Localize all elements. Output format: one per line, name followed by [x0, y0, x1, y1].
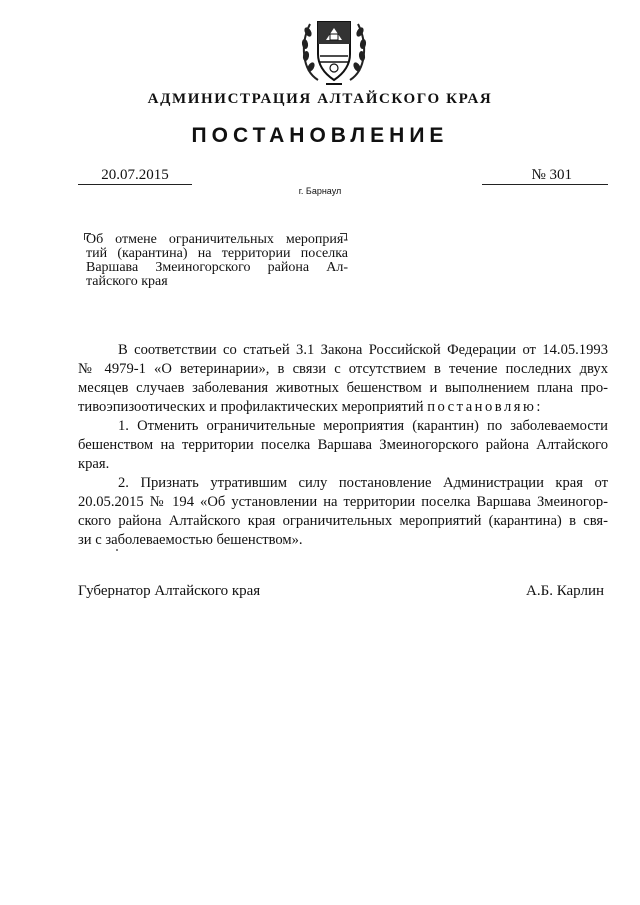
subject-line: тий (карантина) на территории поселка — [86, 246, 348, 261]
scan-speck — [116, 549, 118, 551]
signatory-name: А.Б. Карлин — [526, 583, 605, 599]
body-line: 2. Признать утратившим силу постановление Администрации края от — [118, 475, 608, 491]
subject-line: тайского края — [86, 274, 168, 289]
body-line: ского района Алтайского края ограничительных мероприятий (карантина) в свя- — [78, 513, 608, 529]
body-line: зи с заболеваемостью бешенством». — [78, 532, 303, 548]
subject-line: Варшава Змеиногорского района Ал- — [86, 260, 348, 275]
body-line: № 4979-1 «О ветеринарии», в связи с отсутствием в течение последних двух — [78, 361, 608, 377]
subject-line: Об отмене ограничительных мероприя- — [86, 232, 348, 247]
body-line: края. — [78, 456, 110, 472]
body-line: 1. Отменить ограничительные мероприятия (карантин) по заболеваемости — [118, 418, 608, 434]
body-line: бешенством на территории поселка Варшава Змеиногорского района Алтайского — [78, 437, 608, 453]
organization-title: АДМИНИСТРАЦИЯ АЛТАЙСКОГО КРАЯ — [147, 91, 493, 107]
resolution-keyword: постановляю: — [427, 399, 543, 415]
document-date: 20.07.2015 — [78, 167, 192, 185]
body-text: тивоэпизоотических и профилактических мероприятий — [78, 399, 424, 415]
document-number-field — [482, 167, 608, 185]
coat-of-arms-emblem — [296, 10, 372, 90]
body-line: месяцев случаев заболевания животных бешенством и выполнением плана про- — [78, 380, 608, 396]
city-label: г. Барнаул — [298, 186, 342, 196]
body-line: В соответствии со статьей 3.1 Закона Российской Федерации от 14.05.1993 — [118, 342, 608, 358]
document-type-title: ПОСТАНОВЛЕНИЕ — [191, 124, 449, 147]
signatory-position: Губернатор Алтайского края — [78, 583, 261, 599]
body-line: 20.05.2015 № 194 «Об установлении на территории поселка Варшава Змеиногор- — [78, 494, 608, 510]
document-body — [78, 341, 608, 550]
document-subject — [86, 233, 348, 289]
document-number: № 301 — [531, 167, 572, 183]
body-line — [78, 398, 608, 417]
